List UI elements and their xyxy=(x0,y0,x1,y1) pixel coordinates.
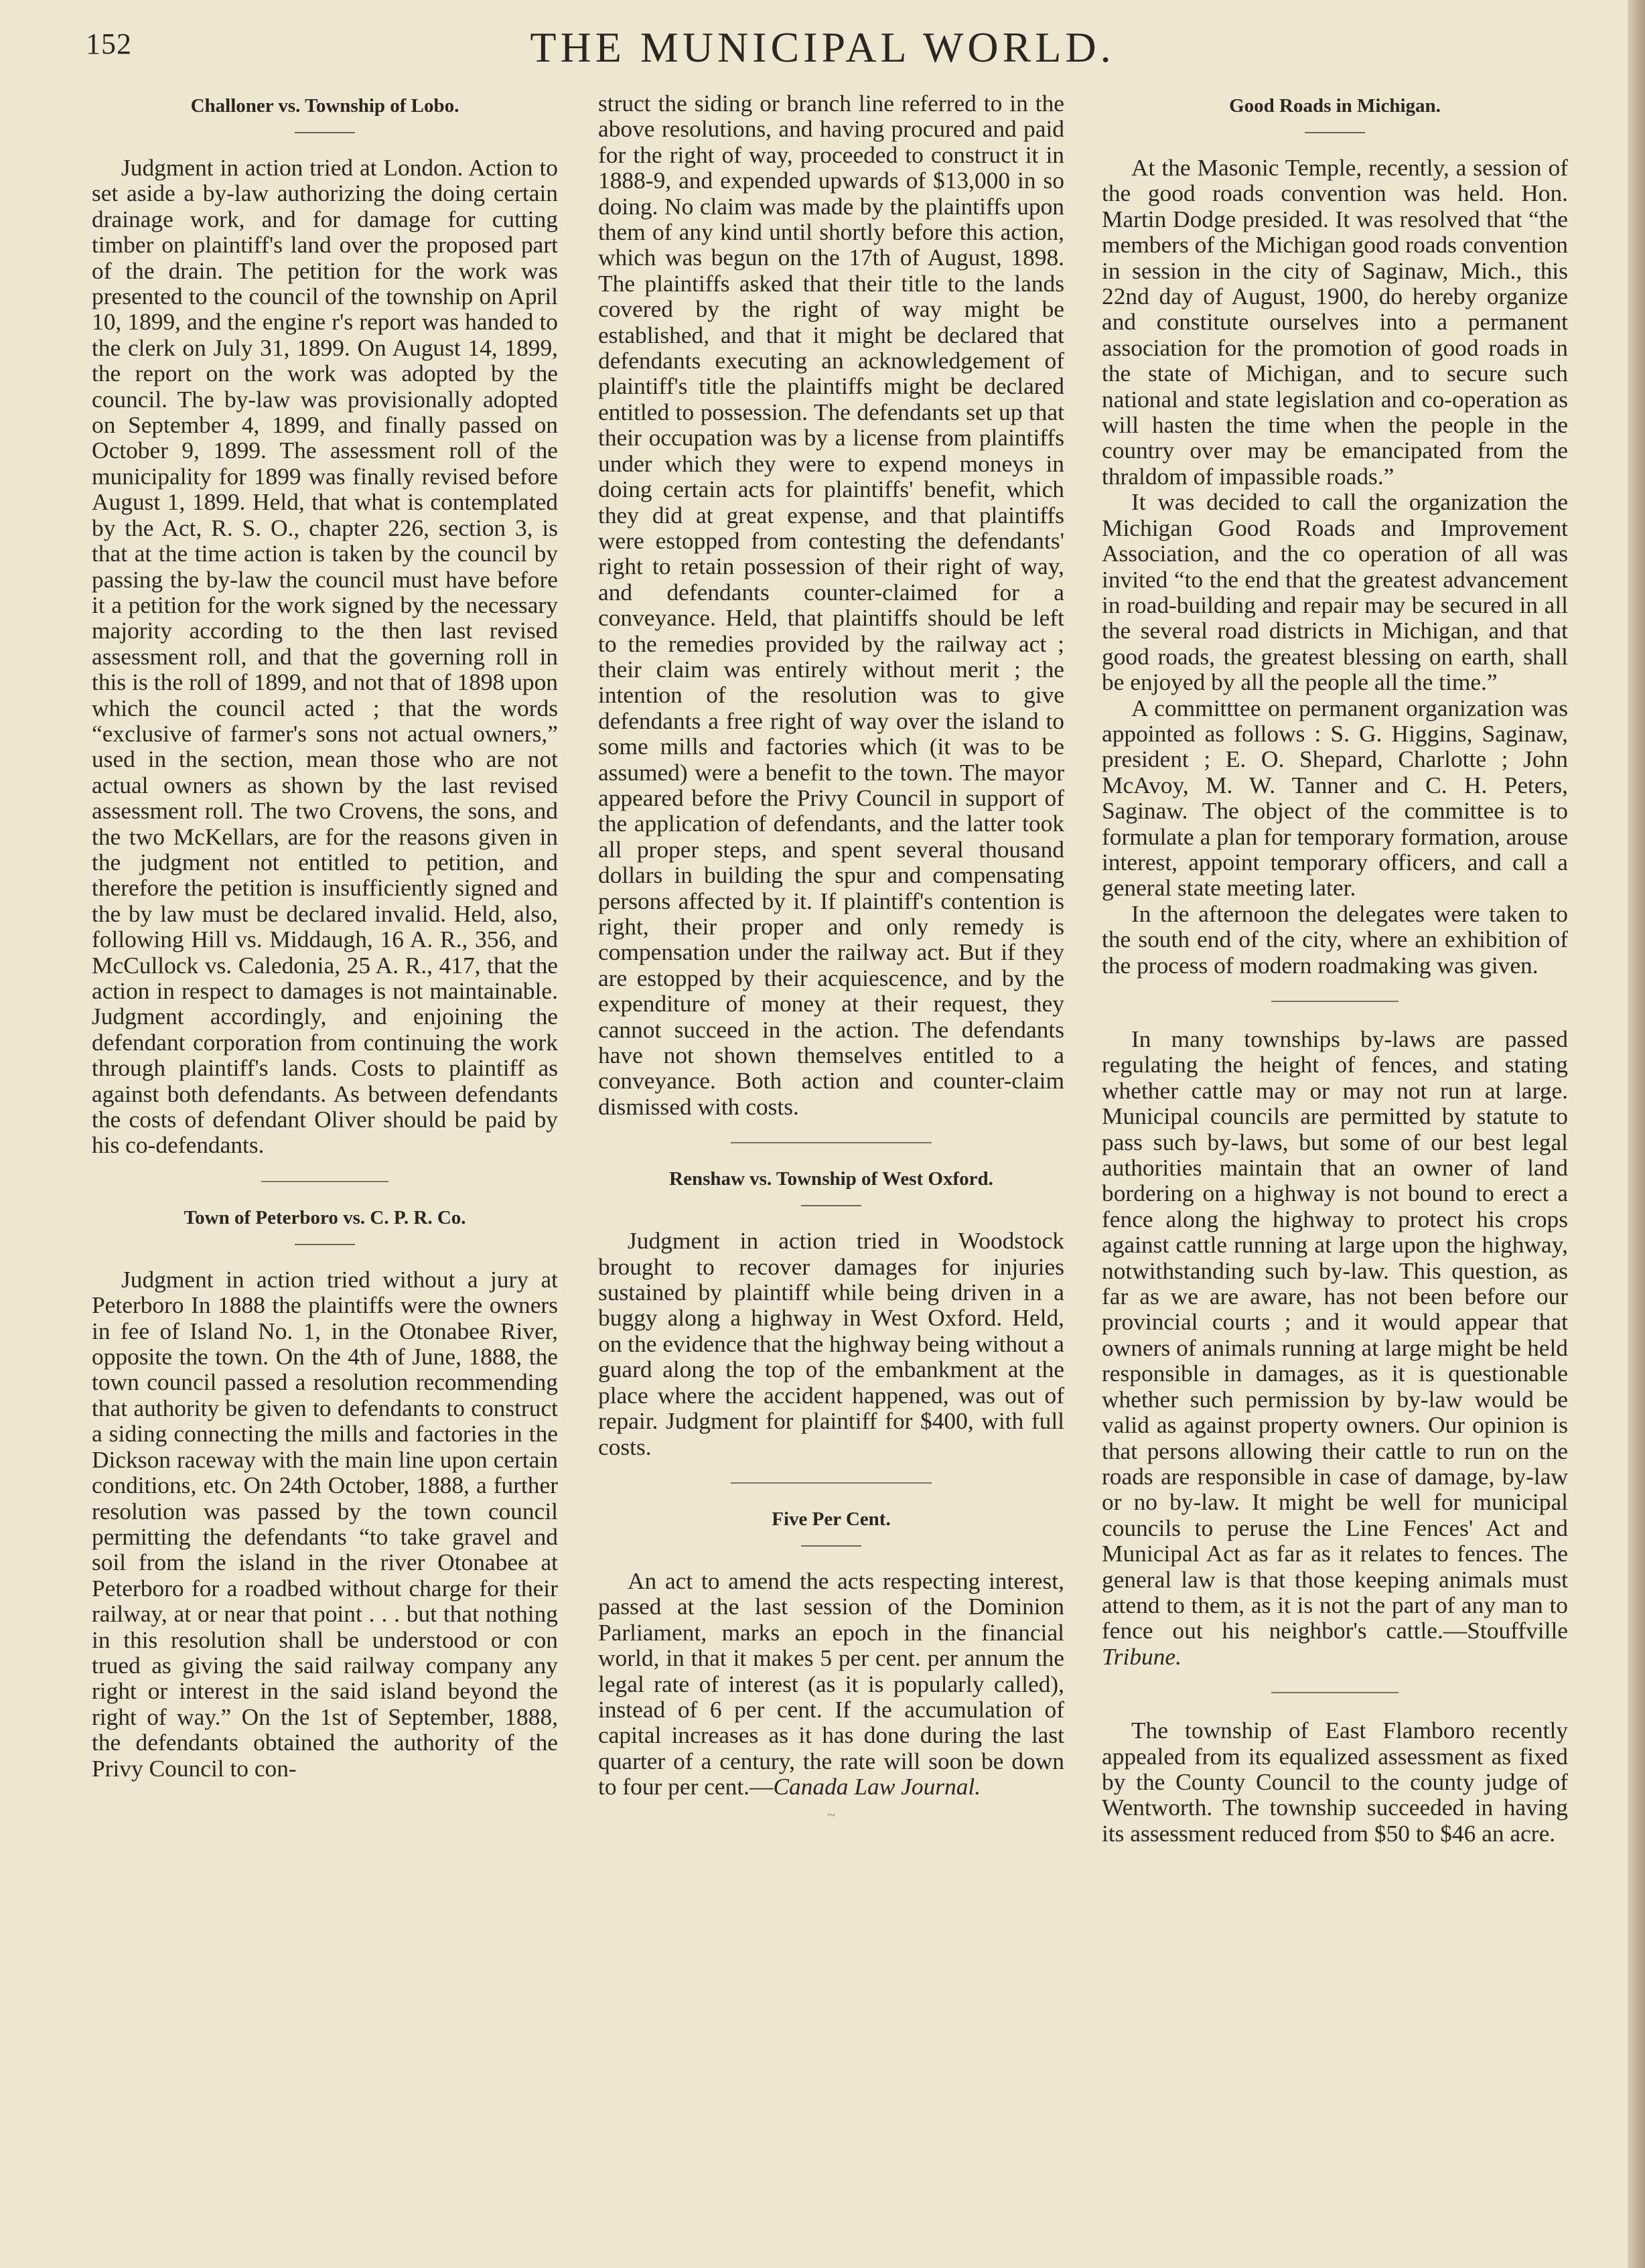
article-separator xyxy=(1271,1001,1399,1002)
article-paragraph: It was decided to call the organization the Michigan Good Roads and Improvement Association, and the co operation of all was invited “to the end that the greatest advancement in road-building and repair may be secured in all the several road districts in Michigan, and that good roads, the greatest blessing on earth, shall be enjoyed by all the people all the time.” xyxy=(1102,488,1568,696)
paragraph-text: An act to amend the acts respecting interest, passed at the last session of the Dominion Parliament, marks an epoch in the financial world, in that it makes 5 per cent. per annum the legal rate of interest (as it is popularly called), instead of 6 per cent. If the accumulation of capital increases as it has done during the last quarter of a century, the rate will soon be down to four per cent.— xyxy=(598,1567,1064,1800)
article-paragraph: Judgment in action tried in Woodstock brought to recover damages for injuries sustained by plaintiff while being driven in a buggy along a highway in West Oxford. Held, on the evidence that the highway being without a guard along the top of the embankment at the place where the accident happened, was out of repair. Judgment for plaintiff for $400, with full costs. xyxy=(598,1227,1064,1460)
heading-dash xyxy=(295,1244,355,1245)
article-renshaw xyxy=(598,1167,1064,1460)
column-1 xyxy=(92,90,558,1781)
article-peterboro-continued xyxy=(598,90,1064,1119)
article-paragraph: At the Masonic Temple, recently, a session of the good roads convention was held. Hon. Martin Dodge presided. It was resolved that “the members of the Michigan good roads convention in session in the city of Saginaw, Mich., this 22nd day of August, 1900, do hereby organize and constitute ourselves into a permanent association for the promotion of good roads in the state of Michigan, and to secure such national and state legislation and co-operation as will hasten the time when the people in the country over may be emancipated from the thraldom of impassible roads.” xyxy=(1102,154,1568,490)
column-2 xyxy=(598,90,1064,1828)
article-separator xyxy=(731,1142,932,1143)
article-heading: Renshaw vs. Township of West Oxford. xyxy=(669,1168,993,1190)
page-number: 152 xyxy=(86,27,132,60)
heading-dash xyxy=(801,1545,861,1547)
article-paragraph: The township of East Flamboro recently appealed from its equalized assessment as fixed by the County Council to the county judge of Wentworth. The township succeeded in having its assessment reduced from $50 to $46 an acre. xyxy=(1102,1717,1568,1847)
article-paragraph: Judgment in action tried without a jury at Peterboro In 1888 the plaintiffs were the owners in fee of Island No. 1, in the Otonabee River, opposite the town. On the 4th of June, 1888, the town council passed a resolution recommending that authority be given to defendants to construct a siding connecting the mills and factories in the Dickson raceway with the main line upon certain conditions, etc. On 24th October, 1888, a further resolution was passed by the town council permitting the defendants “to take gravel and soil from the island in the river Otonabee at Peterboro for a roadbed without charge for their railway, at or near that point . . . but that nothing in this resolution shall be understood or con trued as giving the said railway company any right or interest in the said island beyond the right of way.” On the 1st of September, 1888, the defendants obtained the authority of the Privy Council to con- xyxy=(92,1265,558,1782)
article-separator xyxy=(261,1181,388,1182)
paragraph-text: In many townships by-laws are passed regulating the height of fences, and stating whether cattle may or may not run at large. Municipal councils are permitted by statute to pass such by-laws, but some of our best legal authorities maintain that an owner of land bordering on a highway is not bound to erect a fence along the highway to protect his crops against cattle running at large upon the highway, notwithstanding such by-law. This question, as far as we are aware, has not been before our provincial courts ; and it would appear that owners of animals running at large might be held responsible in damages, as it is questionable whether such permission by by-law would be valid as against property owners. Our opinion is that persons allowing their cattle to run on the roads are responsible in case of damage, by-law or no by-law. It might be well for municipal councils to peruse the Line Fences' Act and Municipal Act as far as it relates to fences. The general law is that those keeping animals must attend to them, as it is not the part of any man to fence out his neighbor's cattle.—Stouffville xyxy=(1102,1025,1568,1644)
article-good-roads xyxy=(1102,94,1568,978)
article-paragraph: struct the siding or branch line referred to in the above resolutions, and having procured and paid for the right of way, proceeded to construct it in 1888-9, and expended upwards of $13,000 in so doing. No claim was made by the plaintiffs upon them of any kind until shortly before this action, which was begun on the 17th of August, 1898. The plaintiffs asked that their title to the lands covered by the right of way might be established, and that it might be declared that defendants executing an acknowledgement of plaintiff's title the plaintiffs might be declared entitled to possession. The defendants set up that their occupation was by a license from plaintiffs under which they were to expend moneys in doing certain acts for plaintiffs' benefit, which they did at great expense, and that plaintiffs were estopped from contesting the defendants' right to retain possession of their right of way, and defendants counter-claimed for a conveyance. Held, that plaintiffs should be left to the remedies provided by the railway act ; their claim was entirely without merit ; the intention of the resolution was to give defendants a free right of way over the island to some mills and factories which (it was to be assumed) were a benefit to the town. The mayor appeared before the Privy Council in support of the application of defendants, and the latter took all proper steps, and spent several thousand dollars in building the spur and compensating persons affected by it. If plaintiff's contention is right, their proper and only remedy is compensation under the railway act. But if they are estopped by their acquiescence, and by the expenditure of money at their request, they cannot succeed in the action. The defendants have not shown themselves entitled to a conveyance. Both action and counter-claim dismissed with costs. xyxy=(598,90,1064,1120)
heading-dash xyxy=(801,1205,861,1206)
end-ornament: ~ xyxy=(827,1806,835,1823)
article-heading: Town of Peterboro vs. C. P. R. Co. xyxy=(184,1206,466,1228)
article-heading: Five Per Cent. xyxy=(772,1508,891,1530)
source-signature: Tribune. xyxy=(1102,1642,1182,1670)
article-heading: Challoner vs. Township of Lobo. xyxy=(190,95,459,117)
article-peterboro xyxy=(92,1206,558,1781)
article-separator xyxy=(731,1482,932,1484)
running-head-title: THE MUNICIPAL WORLD. xyxy=(530,23,1115,71)
article-heading: Good Roads in Michigan. xyxy=(1229,95,1441,117)
article-challoner xyxy=(92,94,558,1158)
article-east-flamboro xyxy=(1102,1717,1568,1846)
page-binding-edge xyxy=(1628,0,1645,2268)
article-paragraph xyxy=(1102,1026,1568,1669)
article-paragraph: Judgment in action tried at London. Action to set aside a by-law authorizing the doing certain drainage work, and for damage for cutting timber on plaintiff's land over the proposed part of the drain. The petition for the work was presented to the council of the township on April 10, 1899, and the engine r's report was handed to the clerk on July 31, 1899. On August 14, 1899, the report on the work was adopted by the council. The by-law was provisionally adopted on September 4, 1899, and finally passed on October 9, 1899. The assessment roll of the municipality for 1899 was finally revised before August 1, 1899. Held, that what is contemplated by the Act, R. S. O., chapter 226, section 3, is that at the time action is taken by the council by passing the by-law the council must have before it a petition for the work signed by the necessary majority according to the then last revised assessment roll, and that the governing roll in this is the roll of 1899, and not that of 1898 upon which the council acted ; that the words “exclusive of farmer's sons not actual owners,” used in the section, mean those who are not actual owners as shown by the last revised assessment roll. The two Crovens, the sons, and the two McKellars, are for the reasons given in the judgment not entitled to petition, and therefore the petition is insufficiently signed and the by law must be declared invalid. Held, also, following Hill vs. Middaugh, 16 A. R., 356, and McCullock vs. Caledonia, 25 A. R., 417, that the action in respect to damages is not maintainable. Judgment accordingly, and enjoining the defendant corporation from continuing the work through plaintiff's lands. Costs to plaintiff as against both defendants. As between defendants the costs of defendant Oliver should be paid by his co-defendants. xyxy=(92,154,558,1159)
source-signature: Canada Law Journal. xyxy=(773,1773,981,1800)
article-paragraph xyxy=(598,1568,1064,1800)
heading-dash xyxy=(295,132,355,133)
heading-dash xyxy=(1305,132,1365,133)
article-fences xyxy=(1102,1026,1568,1669)
article-separator xyxy=(1271,1692,1399,1693)
article-paragraph: In the afternoon the delegates were taken to the south end of the city, where an exhibition of the process of modern roadmaking was given. xyxy=(1102,900,1568,979)
article-five-per-cent xyxy=(598,1508,1064,1828)
article-paragraph: A committtee on permanent organization was appointed as follows : S. G. Higgins, Saginaw, president ; E. O. Shepard, Charlotte ; John McAvoy, M. W. Tanner and C. H. Peters, Saginaw. The object of the committee is to formulate a plan for temporary formation, arouse interest, appoint temporary officers, and call a general state meeting later. xyxy=(1102,694,1568,902)
column-3 xyxy=(1102,90,1568,1846)
